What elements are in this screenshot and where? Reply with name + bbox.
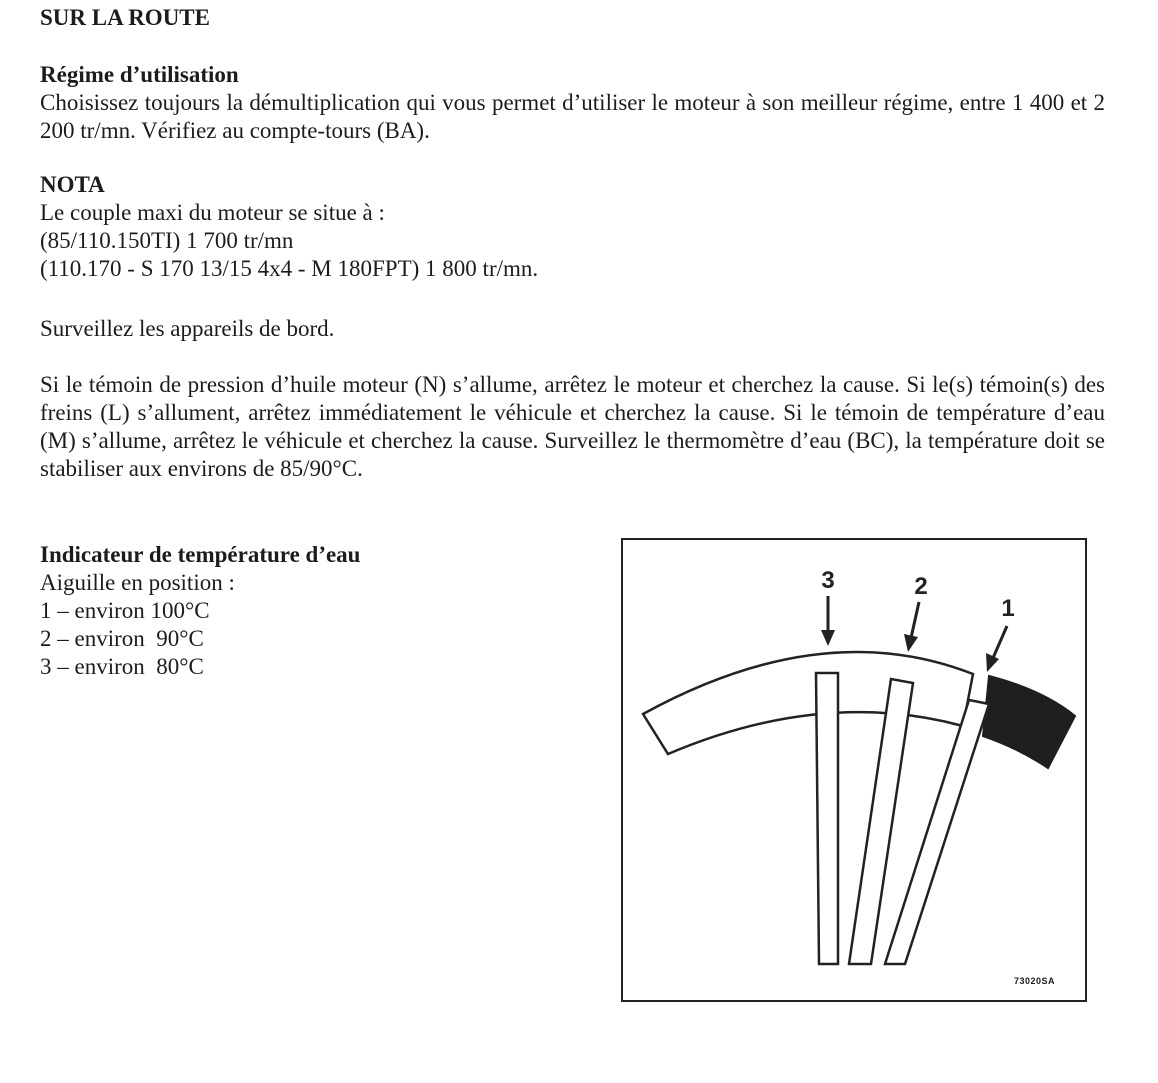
regime-text: Choisissez toujours la démultiplication qui vous permet d’utiliser le moteur à son meilleur régime, entre 1 400 et 2 200 tr/mn. Vérifiez au compte-tours (BA). [40,90,1105,143]
indicateur-line: Aiguille en position : [40,570,235,595]
nota-line: Le couple maxi du moteur se situe à : [40,200,385,225]
nota-line: (110.170 - S 170 13/15 4x4 - M 180FPT) 1 800 tr/mn. [40,256,539,281]
surveillez-text: Surveillez les appareils de bord. [40,316,335,341]
nota-text [40,199,1105,283]
indicateur-line: 2 – environ 90°C [40,626,204,651]
temperature-gauge-figure [621,538,1087,1002]
indicateur-heading: Indicateur de température d’eau [40,542,361,567]
arrow-3 [821,596,835,646]
section-title: SUR LA ROUTE [40,5,210,30]
indicateur-line: 1 – environ 100°C [40,598,210,623]
gauge-hot-zone [983,676,1075,768]
label-3: 3 [821,567,835,594]
arrow-1 [986,626,1007,672]
figure-code: 73020SA [1013,976,1055,986]
regime-heading: Régime d’utilisation [40,62,239,87]
needle-3 [816,673,838,964]
label-2: 2 [914,573,928,600]
nota-heading: NOTA [40,172,105,197]
temoins-paragraph: Si le témoin de pression d’huile moteur (N) s’allume, arrêtez le moteur et cherchez la cause. Si le(s) témoin(s) des freins (L) s’allument, arrêtez immédiatement le véhicule et cherchez la cause. Si le témoin de température d’eau (M) s’allume, arrêtez le véhicule et cherchez la cause. Surveillez le thermomètre d’eau (BC), la température doit se stabiliser aux environs de 85/90°C. [40,372,1105,481]
nota-line: (85/110.150TI) 1 700 tr/mn [40,228,294,253]
gauge-scale-arc [643,652,973,754]
arrow-2 [904,602,919,652]
indicateur-text [40,569,600,681]
label-1: 1 [1001,595,1015,622]
gauge-illustration [623,540,1085,1000]
indicateur-line: 3 – environ 80°C [40,654,204,679]
